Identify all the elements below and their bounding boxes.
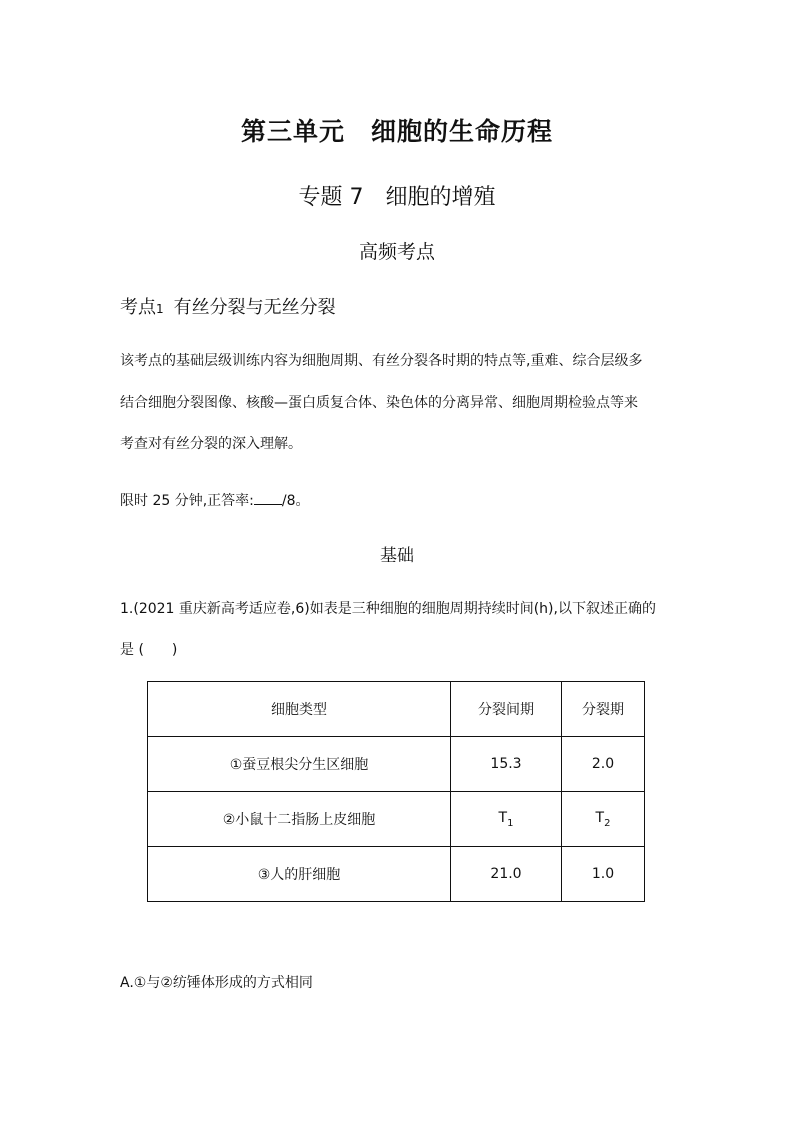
table-row: [148, 737, 645, 792]
exam-point-label: 考点: [120, 297, 156, 318]
table-header-row: [148, 682, 645, 737]
table-cell: ③人的肝细胞: [148, 847, 451, 902]
time-limit: [120, 490, 310, 510]
table-row: [148, 847, 645, 902]
table-header-cell: 细胞类型: [148, 682, 451, 737]
table-cell: 15.3: [451, 737, 562, 792]
variable-base: T: [595, 809, 605, 826]
question-line-2: 是 ( ): [120, 642, 178, 658]
variable-subscript: 2: [604, 817, 611, 829]
table-cell: 2.0: [562, 737, 645, 792]
table-cell: [451, 792, 562, 847]
time-limit-prefix: 限时 25 分钟,正答率:: [120, 493, 254, 509]
table-cell: 1.0: [562, 847, 645, 902]
time-limit-suffix: /8。: [281, 493, 310, 509]
level-title: 基础: [380, 546, 414, 566]
topic-title: 专题 7 细胞的增殖: [298, 185, 496, 210]
exam-point-heading: [120, 293, 336, 319]
question-line-1: 1.(2021 重庆新高考适应卷,6)如表是三种细胞的细胞周期持续时间(h),以下叙述正确的: [120, 601, 656, 617]
table-header-cell: 分裂间期: [451, 682, 562, 737]
table-cell: 21.0: [451, 847, 562, 902]
option-a: A.①与②纺锤体形成的方式相同: [120, 975, 313, 991]
exam-point-number: 1: [156, 302, 164, 316]
intro-line-2: 结合细胞分裂图像、核酸—蛋白质复合体、染色体的分离异常、细胞周期检验点等来: [120, 395, 638, 411]
exam-point-title: 有丝分裂与无丝分裂: [173, 297, 336, 318]
unit-title: 第三单元 细胞的生命历程: [240, 117, 553, 146]
variable-subscript: 1: [507, 817, 514, 829]
answer-blank[interactable]: [254, 490, 282, 505]
table-cell: [562, 792, 645, 847]
variable-base: T: [498, 809, 508, 826]
cell-cycle-table: [147, 681, 645, 902]
section-title: 高频考点: [358, 241, 435, 263]
table-cell: ①蚕豆根尖分生区细胞: [148, 737, 451, 792]
table-header-cell: 分裂期: [562, 682, 645, 737]
table-cell: ②小鼠十二指肠上皮细胞: [148, 792, 451, 847]
table-row: [148, 792, 645, 847]
intro-line-3: 考查对有丝分裂的深入理解。: [120, 436, 302, 452]
intro-line-1: 该考点的基础层级训练内容为细胞周期、有丝分裂各时期的特点等,重难、综合层级多: [120, 353, 643, 369]
